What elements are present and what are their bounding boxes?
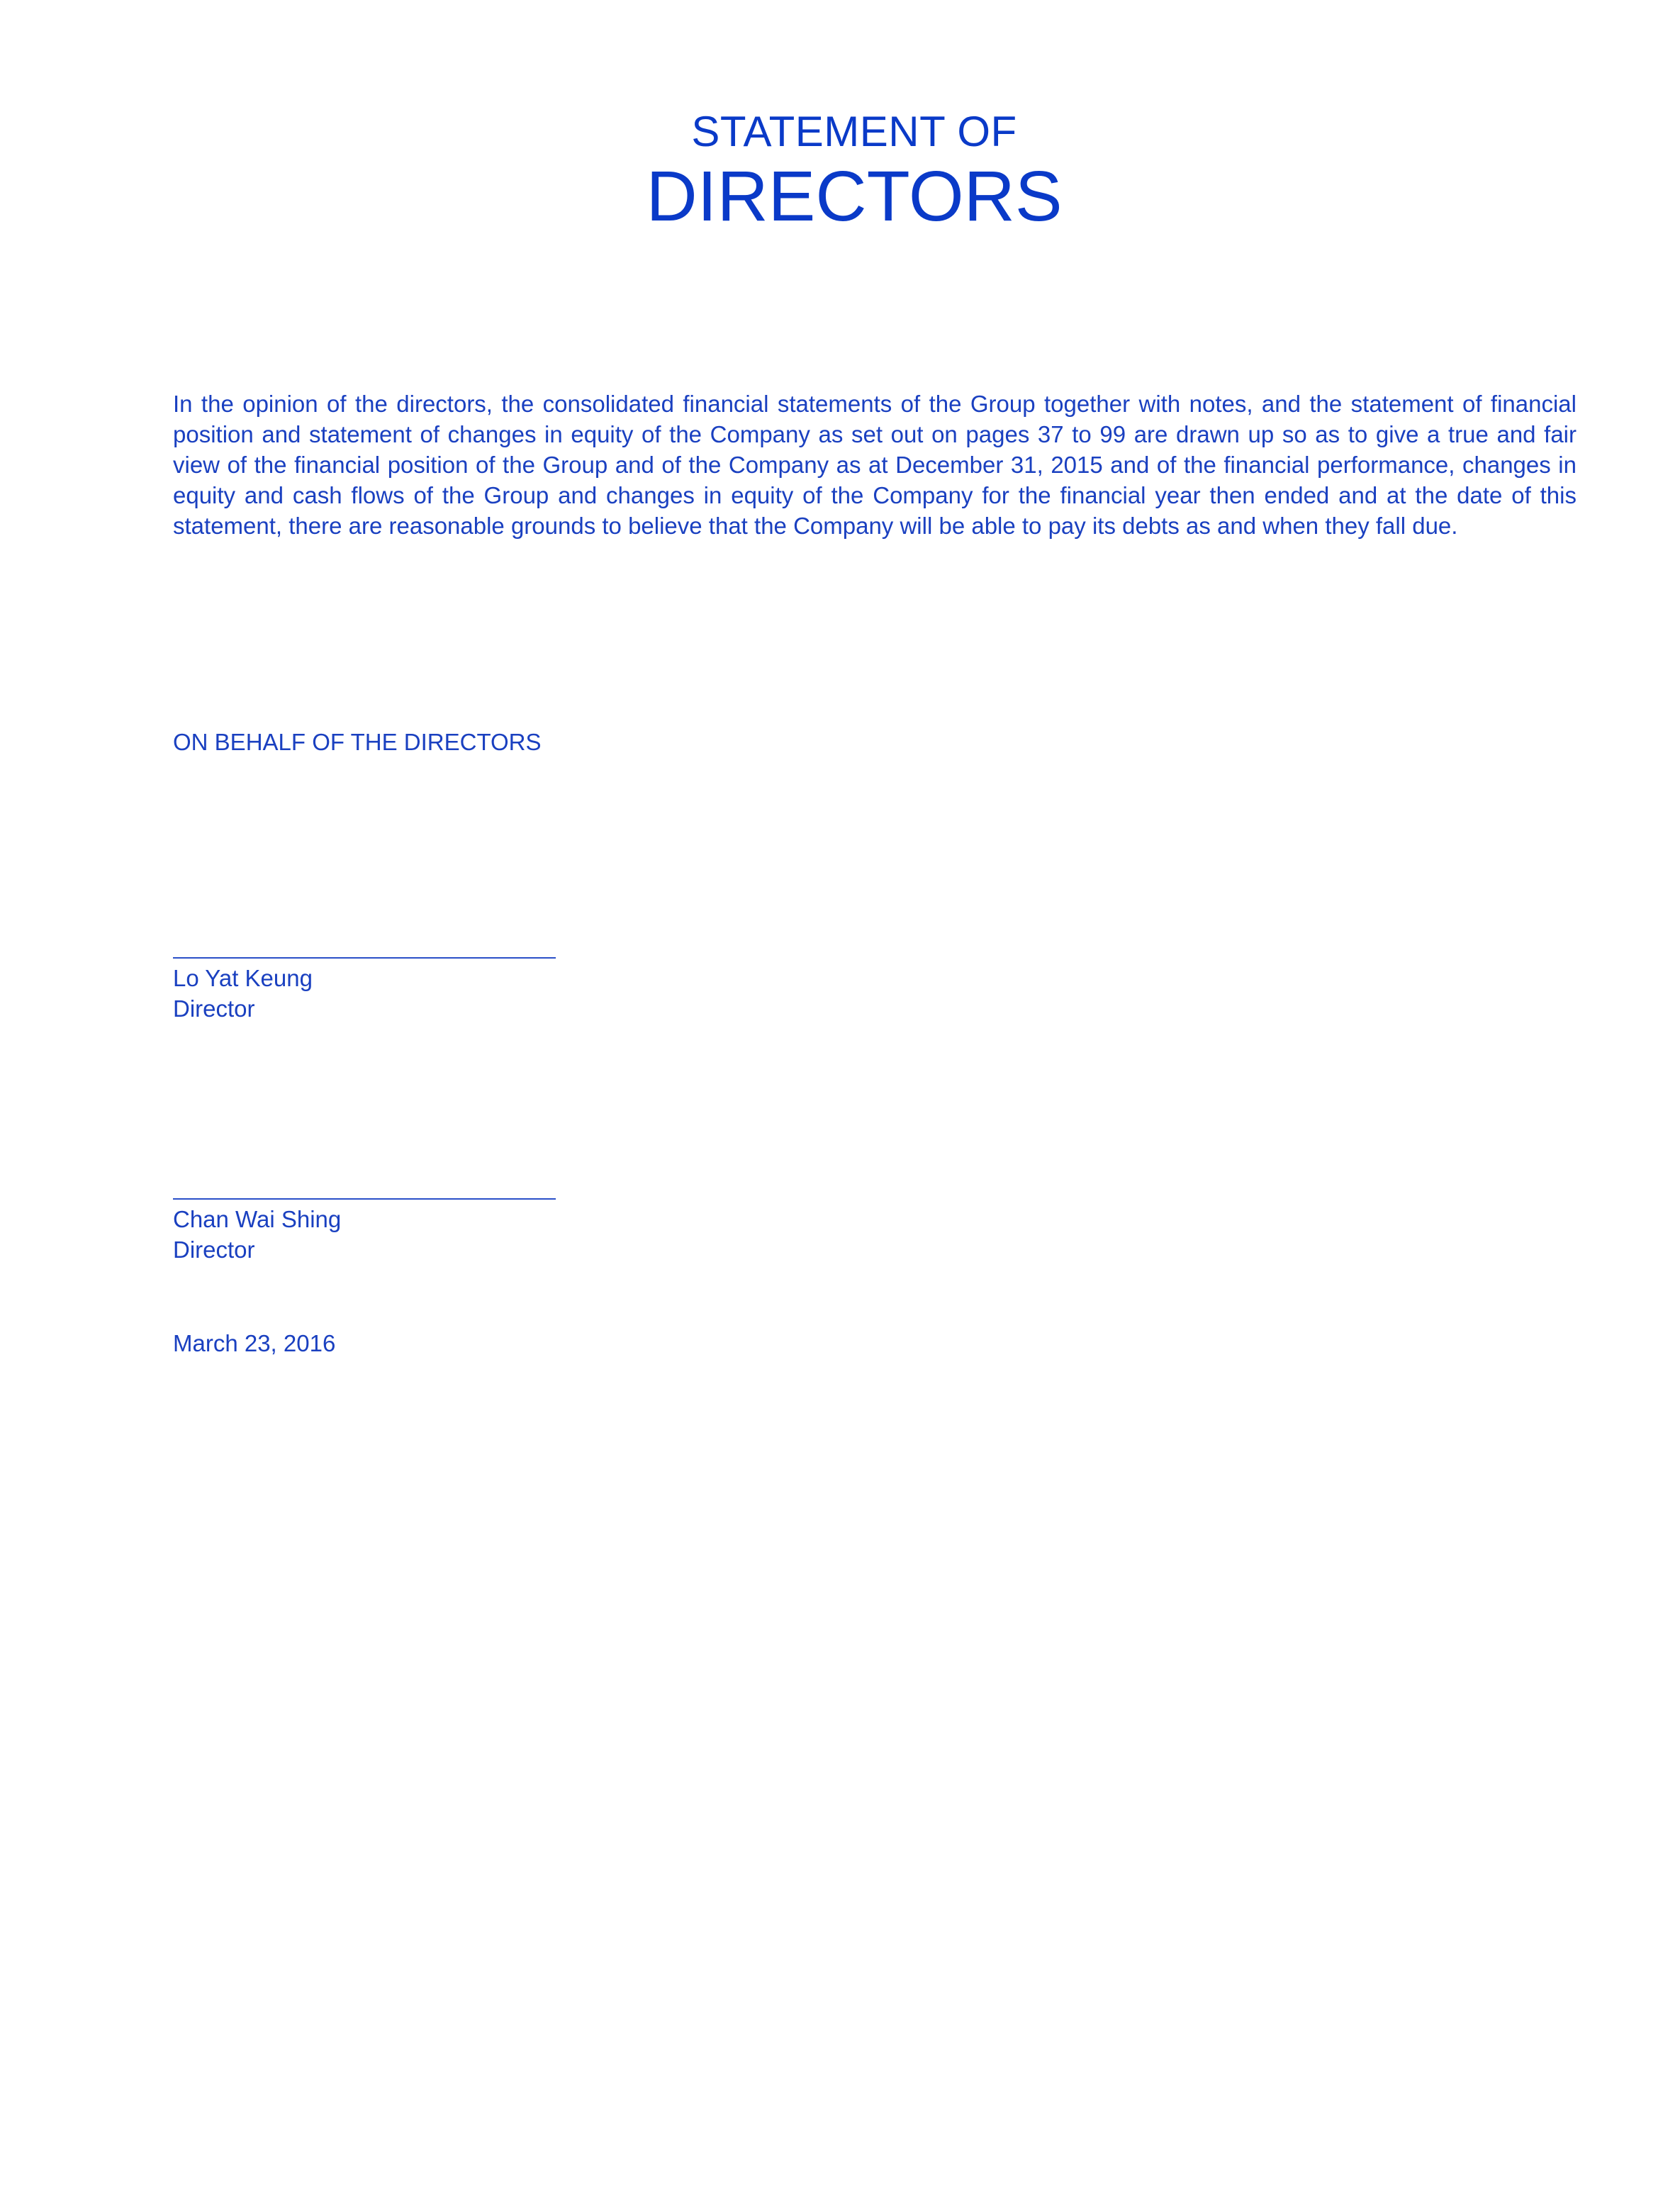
title-line-1: STATEMENT OF (691, 108, 1017, 155)
statement-paragraph: In the opinion of the directors, the consolidated financial statements of the Group together with notes, and the statement of financial position and statement of changes in equity of the Company as set out on pages 37 to 99 are drawn up so as to give a true and fair view of the financial position of the Group and of the Company as at December 31, 2015 and of the financial performance, changes in equity and cash flows of the Group and changes in equity of the Company for the financial year then ended and at the date of this statement, there are reasonable grounds to believe that the Company will be able to pay its debts as and when they fall due. (173, 391, 1577, 539)
statement-date: March 23, 2016 (173, 1330, 336, 1356)
signature-block-2 (173, 1198, 556, 1265)
page-title (0, 106, 1680, 235)
signature-line (173, 1198, 556, 1200)
signature-line (173, 957, 556, 959)
signatory-title: Director (173, 1237, 255, 1263)
signatory-title: Director (173, 995, 255, 1022)
signature-block-1 (173, 957, 556, 1024)
signatory-name: Chan Wai Shing (173, 1206, 342, 1232)
title-line-2: DIRECTORS (646, 157, 1063, 236)
on-behalf-heading: ON BEHALF OF THE DIRECTORS (173, 729, 542, 755)
signatory-name: Lo Yat Keung (173, 965, 313, 991)
